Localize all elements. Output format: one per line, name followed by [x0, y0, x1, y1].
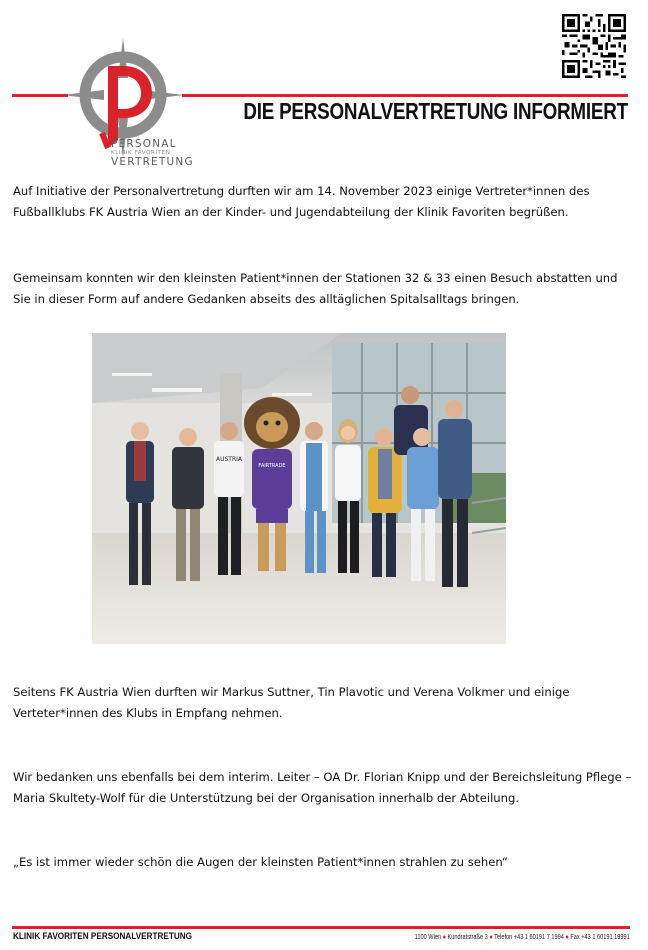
footer-address: 1100 Wien [414, 932, 442, 941]
bullet-icon: ● [489, 932, 493, 941]
logo-line-klinik: KLINIK FAVORITEN [111, 149, 171, 156]
footer-street: Kundratstraße 3 [447, 932, 489, 941]
group-photo-illustration [92, 333, 506, 644]
mascot-jersey-text: FAIRTRADE [258, 463, 286, 469]
logo-wordmark [111, 139, 194, 168]
page-title: DIE PERSONALVERTRETUNG INFORMIERT [243, 98, 628, 124]
jersey-text: AUSTRIA [215, 456, 243, 463]
footer-divider [12, 926, 630, 929]
bullet-icon: ● [565, 932, 570, 941]
footer-contact [415, 932, 630, 941]
footer-fax: Fax +43 1 60191 19991 [570, 932, 630, 941]
logo-line-vertretung: VERTRETUNG [111, 156, 194, 168]
paragraph-visit: Gemeinsam konnten wir den kleinsten Patient*innen der Stationen 32 & 33 einen Besuch abstatten und Sie in dieser Form auf andere Gedanken abseits des alltäglichen Spitalsalltags bringen. [13, 271, 618, 306]
header-divider-left [12, 94, 68, 97]
bullet-icon: ● [442, 932, 447, 941]
paragraph-quote: „Es ist immer wieder schön die Augen der kleinsten Patient*innen strahlen zu sehen“ [13, 855, 508, 869]
header-divider-right [182, 94, 628, 97]
qr-code-icon[interactable] [562, 14, 626, 78]
logo-line-personal: PERSONAL [111, 138, 177, 150]
paragraph-thanks: Wir bedanken uns ebenfalls bei dem interim. Leiter – OA Dr. Florian Knipp und der Bereichsleitung Pflege – Maria Skultety-Wolf für die Unterstützung bei der Organisation innerhalb der Abteilung. [13, 770, 632, 805]
paragraph-guests: Seitens FK Austria Wien durften wir Markus Suttner, Tin Plavotic und Verena Volkmer und einige Verteter*innen des Klubs in Empfang nehmen. [13, 685, 570, 720]
paragraph-intro: Auf Initiative der Personalvertretung durften wir am 14. November 2023 einige Vertreter*innen des Fußballklubs FK Austria Wien an der Kinder- und Jugendabteilung der Klinik Favoriten begrüßen. [13, 184, 590, 219]
footer-phone: Telefon +43 1 60191 7 1994 [494, 932, 565, 941]
group-photo [92, 333, 506, 644]
personalvertretung-logo [62, 38, 194, 168]
footer-organization: KLINIK FAVORITEN PERSONALVERTRETUNG [13, 931, 193, 942]
